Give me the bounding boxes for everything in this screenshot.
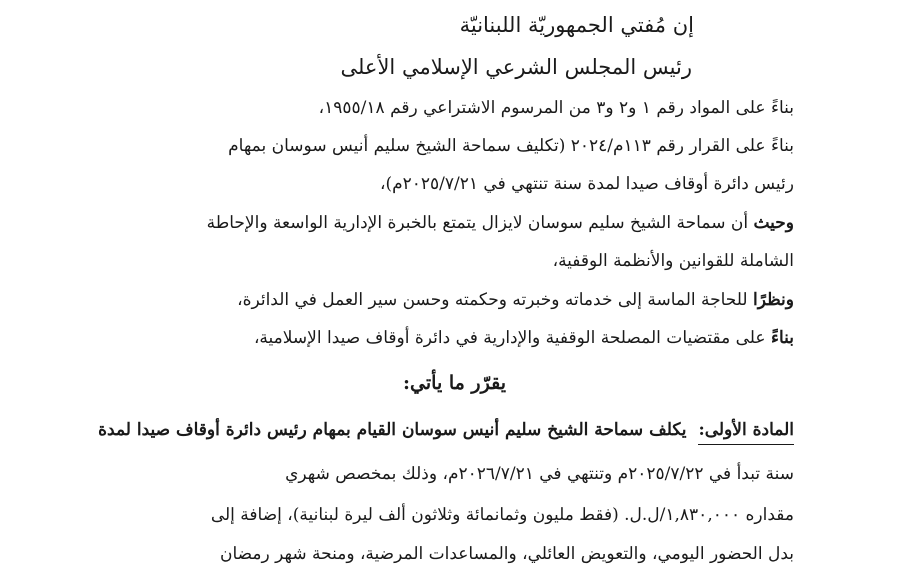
preamble-paragraph-4 (237, 288, 794, 312)
article-1-line-3: مقداره ١,٨٣٠,٠٠٠/ل.ل. (فقط مليون وثمانمائة وثلاثون ألف ليرة لبنانية)، إضافة إلى (210, 505, 794, 525)
preamble-paragraph-3-text: أن سماحة الشيخ سليم سوسان لايزال يتمتع بالخبرة الإدارية الواسعة والإحاطة (206, 213, 754, 233)
header-line-mufti: إن مُفتي الجمهوريّة اللبنانيّة (459, 13, 694, 37)
preamble-paragraph-4-text: للحاجة الماسة إلى خدماته وخبرته وحكمته وحسن سير العمل في الدائرة، (237, 290, 753, 310)
decision-heading: يقرّر ما يأتي: (403, 372, 506, 394)
preamble-paragraph-2-line-1: بناءً على القرار رقم ١١٣م/٢٠٢٤ (تكليف سماحة الشيخ سليم أنيس سوسان بمهام (228, 136, 794, 156)
preamble-paragraph-3-line-2: الشاملة للقوانين والأنظمة الوقفية، (552, 251, 794, 271)
preamble-paragraph-2-line-2: رئيس دائرة أوقاف صيدا لمدة سنة تنتهي في ٢٠٢٥/٧/٢١م)، (379, 174, 794, 194)
preamble-paragraph-5-lead: بناءً (770, 328, 794, 348)
preamble-paragraph-5-text: على مقتضيات المصلحة الوقفية والإدارية في دائرة أوقاف صيدا الإسلامية، (253, 328, 771, 348)
article-1-text-1: يكلف سماحة الشيخ سليم أنيس سوسان القيام بمهام رئيس دائرة أوقاف صيدا لمدة (98, 420, 687, 440)
preamble-paragraph-1: بناءً على المواد رقم ١ و٢ و٣ من المرسوم الاشتراعي رقم ١٩٥٥/١٨، (318, 98, 794, 118)
article-1-line-2: سنة تبدأ في ٢٠٢٥/٧/٢٢م وتنتهي في ٢٠٢٦/٧/٢١م، وذلك بمخصص شهري (285, 464, 794, 484)
preamble-paragraph-3-lead: وحيث (753, 213, 794, 233)
preamble-paragraph-3-line-1 (207, 211, 794, 235)
article-1-label: المادة الأولى: (698, 418, 794, 445)
header-line-council: رئيس المجلس الشرعي الإسلامي الأعلى (340, 55, 692, 79)
preamble-paragraph-5 (254, 326, 794, 350)
article-1-line-4: بدل الحضور اليومي، والتعويض العائلي، والمساعدات المرضية، ومنحة شهر رمضان (220, 544, 794, 564)
article-1-line-1 (98, 418, 794, 445)
preamble-paragraph-4-lead: ونظرًا (753, 290, 794, 310)
